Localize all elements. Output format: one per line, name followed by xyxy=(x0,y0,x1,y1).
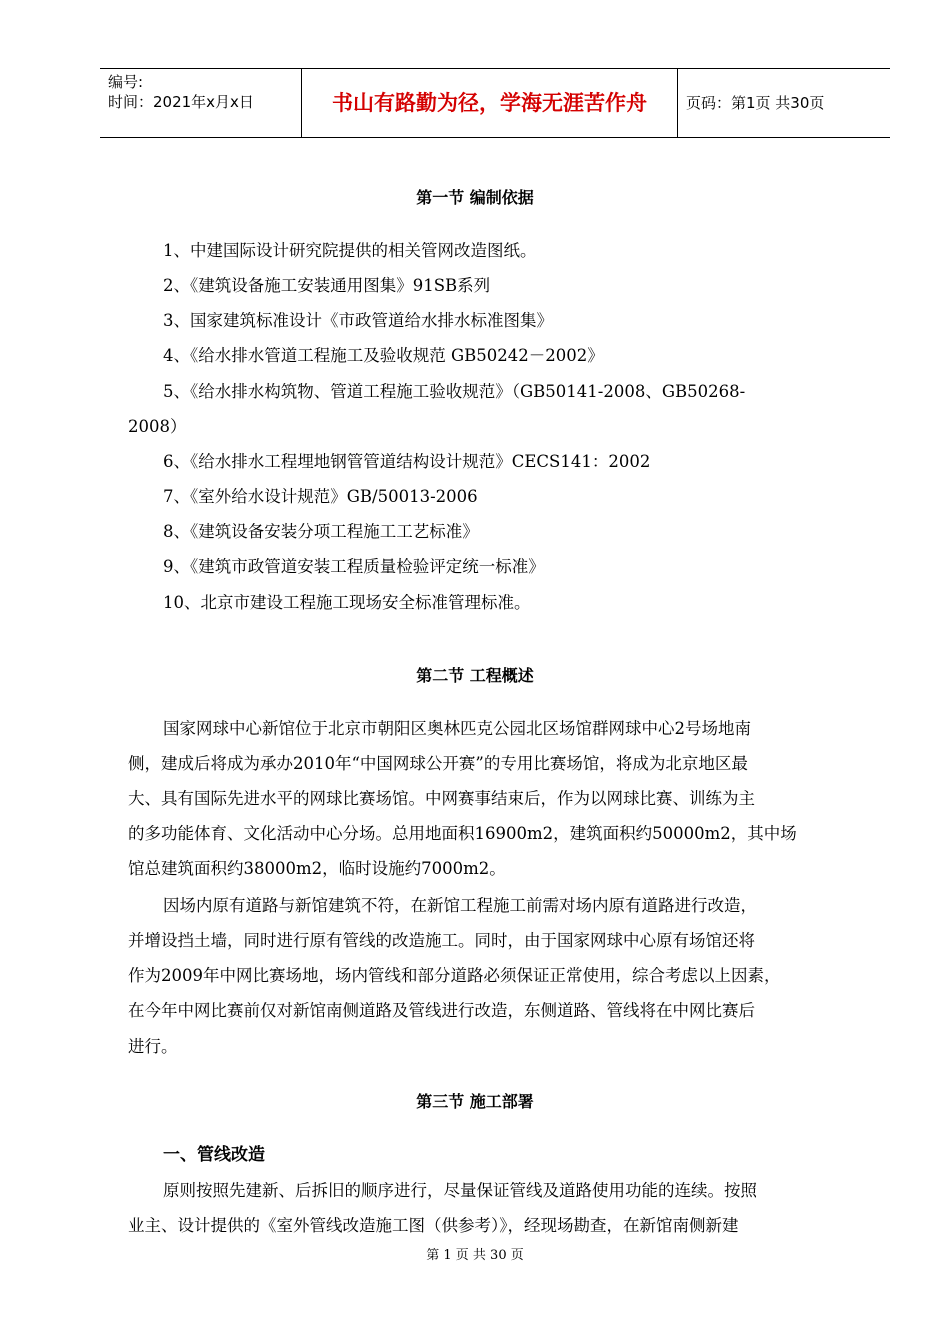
overview-p1-line-4: 的多功能体育、文化活动中心分场。总用地面积16900m2，建筑面积约50000m2，其中场 xyxy=(128,824,797,843)
overview-p2-line-5: 进行。 xyxy=(128,1037,178,1056)
section-3-title: 第三节 施工部署 xyxy=(416,1092,534,1111)
section-1-title: 第一节 编制依据 xyxy=(416,188,534,207)
basis-item-3: 3、国家建筑标准设计《市政管道给水排水标准图集》 xyxy=(163,311,553,330)
header-page-cell xyxy=(678,69,890,137)
overview-p2-line-1: 因场内原有道路与新馆建筑不符，在新馆工程施工前需对场内原有道路进行改造， xyxy=(163,896,757,915)
basis-item-9: 9、《建筑市政管道安装工程质量检验评定统一标准》 xyxy=(163,557,545,576)
basis-item-5-continued: 2008） xyxy=(128,417,187,436)
basis-item-7: 7、《室外给水设计规范》GB/50013-2006 xyxy=(163,487,478,506)
overview-p1-line-2: 侧，建成后将成为承办2010年“中国网球公开赛”的专用比赛场馆，将成为北京地区最 xyxy=(128,754,748,773)
page-header xyxy=(100,68,890,138)
overview-p1-line-5: 馆总建筑面积约38000m2，临时设施约7000m2。 xyxy=(128,859,506,878)
overview-p2-line-2: 并增设挡土墙，同时进行原有管线的改造施工。同时，由于国家网球中心原有场馆还将 xyxy=(128,931,755,950)
basis-item-4: 4、《给水排水管道工程施工及验收规范 GB50242－2002》 xyxy=(163,346,604,365)
page-footer: 第 1 页 共 30 页 xyxy=(426,1248,524,1263)
basis-item-5: 5、《给水排水构筑物、管道工程施工验收规范》（GB50141-2008、GB50268- xyxy=(163,382,746,401)
basis-item-6: 6、《给水排水工程埋地钢管管道结构设计规范》CECS141：2002 xyxy=(163,452,651,471)
document-time-label: 时间：2021年x月x日 xyxy=(108,93,254,111)
basis-item-2: 2、《建筑设备施工安装通用图集》91SB系列 xyxy=(163,276,491,295)
header-motto-cell xyxy=(302,69,678,137)
section-2-title: 第二节 工程概述 xyxy=(416,666,534,685)
deployment-p1-line-1: 原则按照先建新、后拆旧的顺序进行，尽量保证管线及道路使用功能的连续。按照 xyxy=(163,1181,757,1200)
overview-p2-line-3: 作为2009年中网比赛场地，场内管线和部分道路必须保证正常使用，综合考虑以上因素， xyxy=(128,966,781,985)
header-meta-cell xyxy=(100,69,302,137)
basis-item-10: 10、北京市建设工程施工现场安全标准管理标准。 xyxy=(163,593,531,612)
basis-item-8: 8、《建筑设备安装分项工程施工工艺标准》 xyxy=(163,522,479,541)
document-number-label: 编号: xyxy=(108,73,144,91)
section-3-subtitle: 一、管线改造 xyxy=(163,1145,265,1165)
deployment-p1-line-2: 业主、设计提供的《室外管线改造施工图（供参考）》，经现场勘查，在新馆南侧新建 xyxy=(128,1216,739,1235)
basis-item-1: 1、中建国际设计研究院提供的相关管网改造图纸。 xyxy=(163,241,537,260)
header-page-info: 页码：第1页 共30页 xyxy=(686,94,825,112)
overview-p2-line-4: 在今年中网比赛前仅对新馆南侧道路及管线进行改造，东侧道路、管线将在中网比赛后 xyxy=(128,1001,755,1020)
header-motto: 书山有路勤为径，学海无涯苦作舟 xyxy=(332,91,647,115)
overview-p1-line-3: 大、具有国际先进水平的网球比赛场馆。中网赛事结束后，作为以网球比赛、训练为主 xyxy=(128,789,755,808)
overview-p1-line-1: 国家网球中心新馆位于北京市朝阳区奥林匹克公园北区场馆群网球中心2号场地南 xyxy=(163,719,751,738)
